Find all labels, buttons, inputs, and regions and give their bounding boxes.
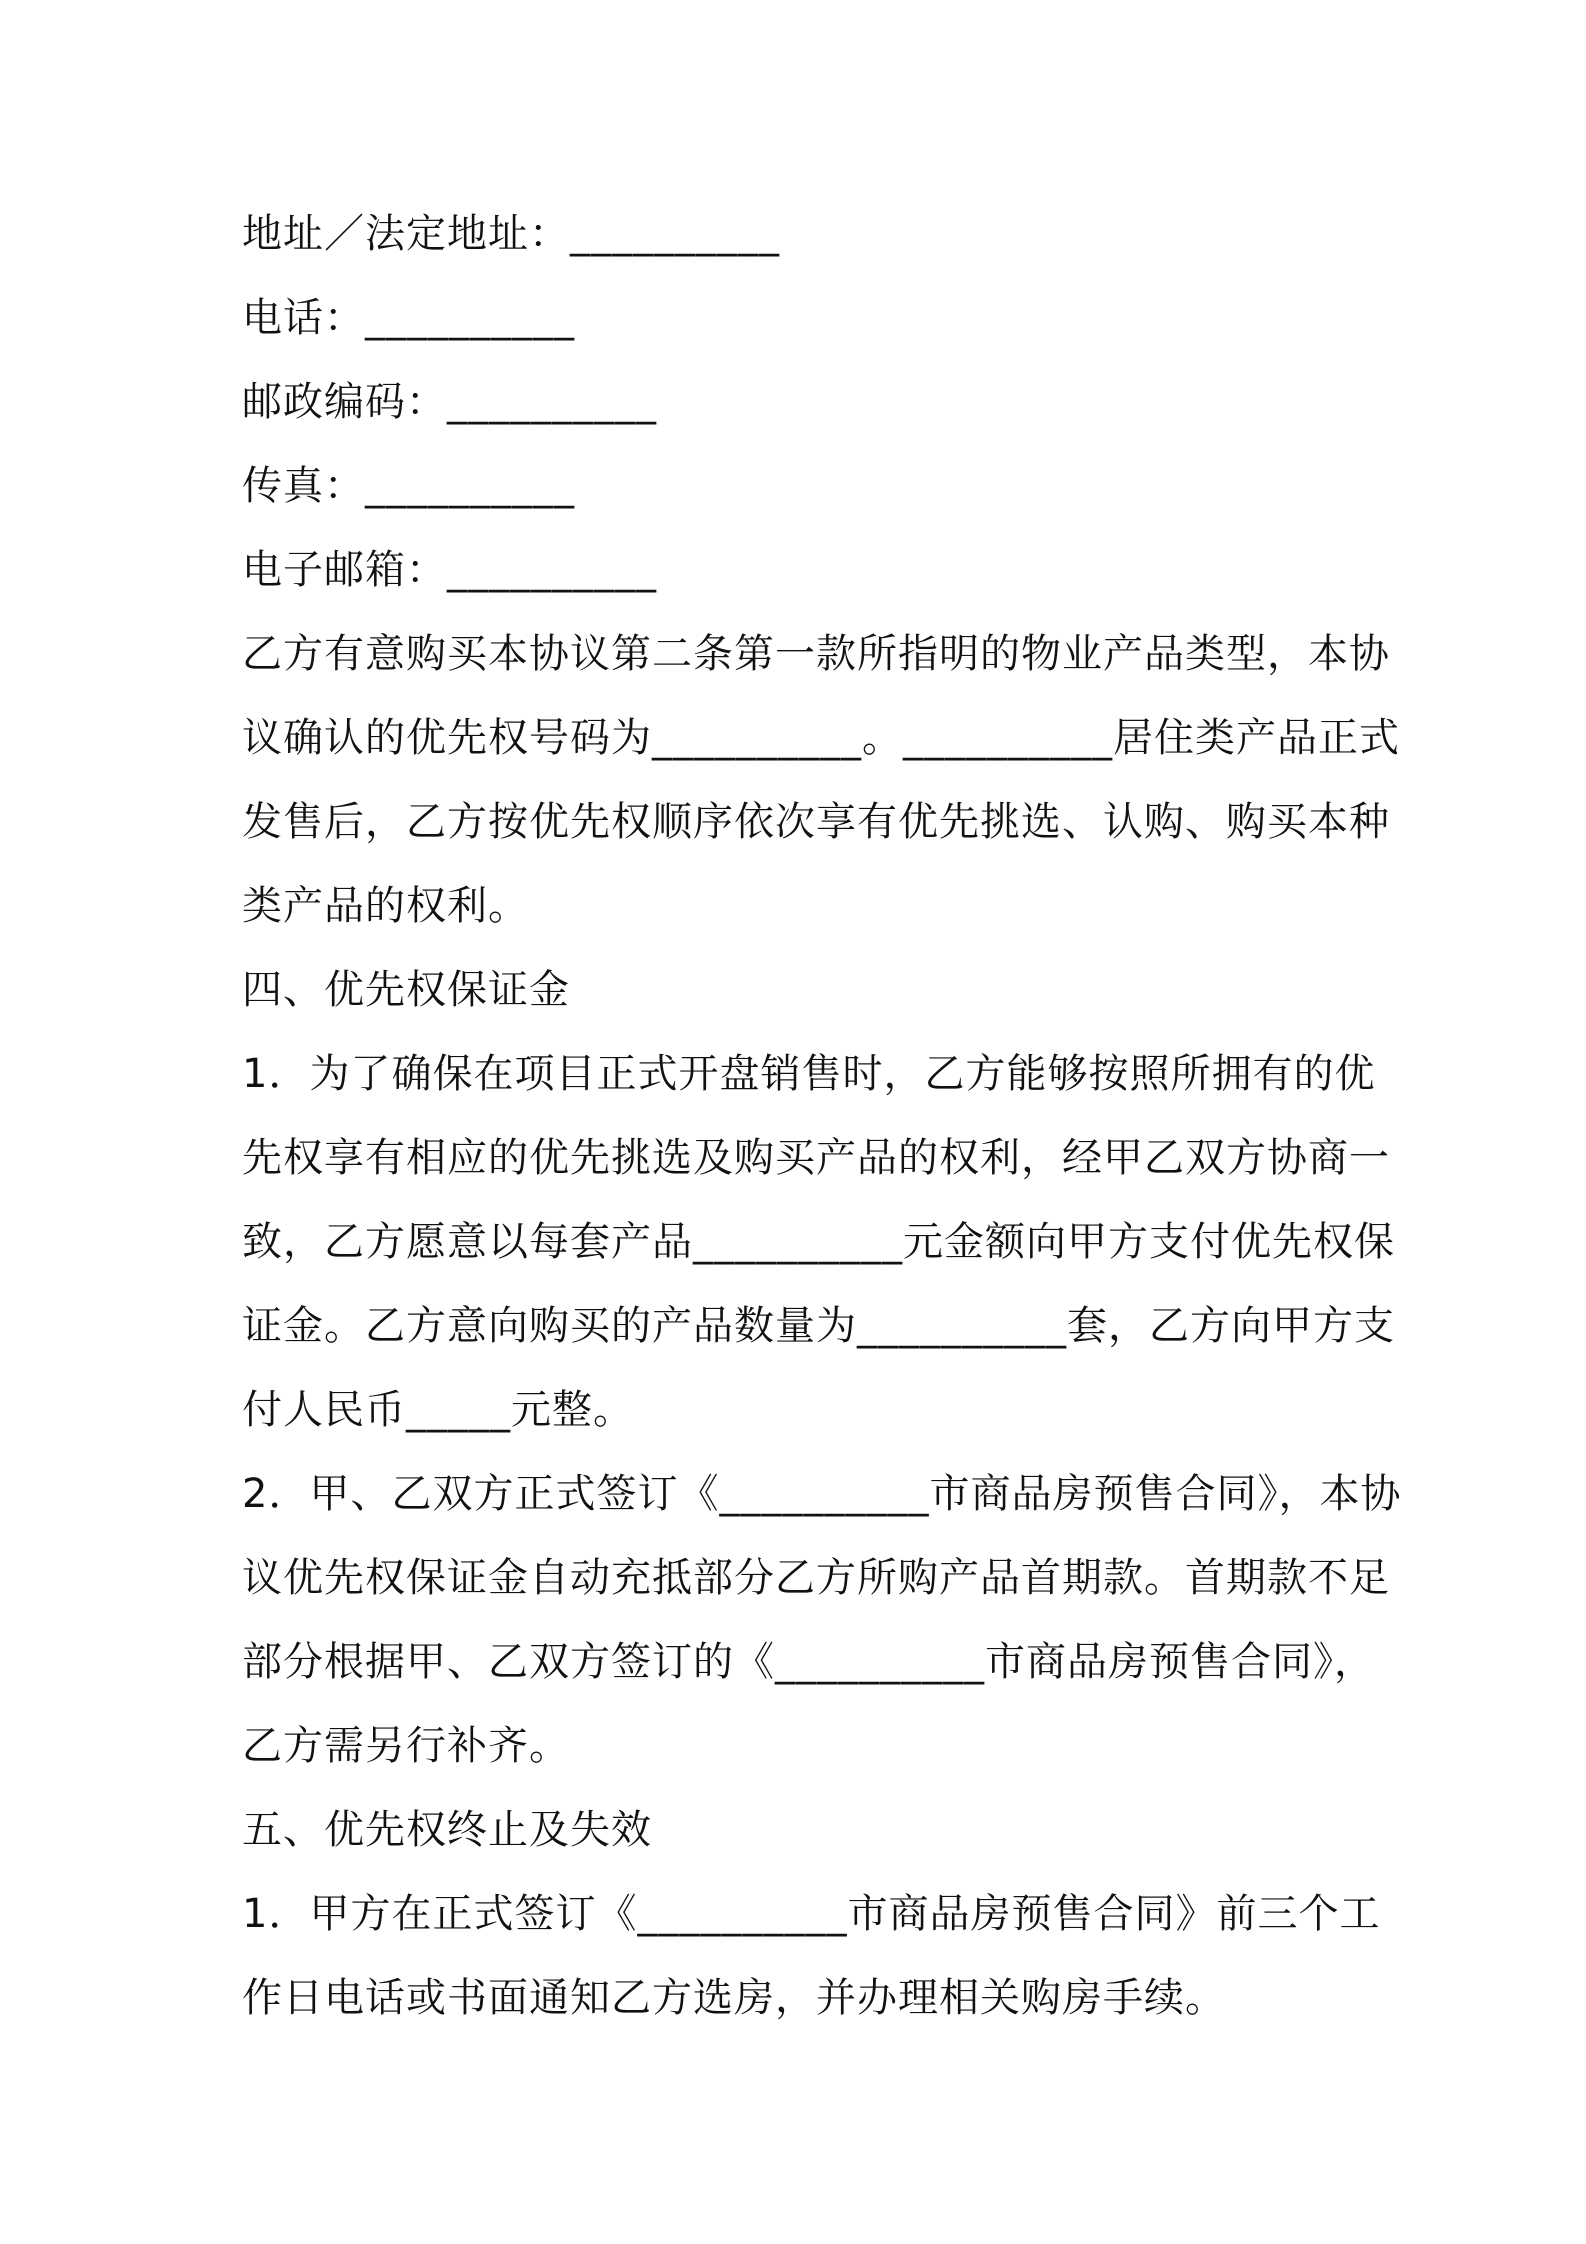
paragraph-line: 1．为了确保在项目正式开盘销售时，乙方能够按照所拥有的优: [242, 1051, 1376, 1097]
field-phone: 电话：__________: [242, 295, 575, 341]
paragraph-line: 乙方有意购买本协议第二条第一款所指明的物业产品类型，本协: [242, 631, 1390, 677]
paragraph-line: 议确认的优先权号码为__________。__________居住类产品正式: [242, 715, 1400, 761]
paragraph-line: 2．甲、乙双方正式签订《__________市商品房预售合同》，本协: [242, 1471, 1402, 1517]
paragraph-line: 作日电话或书面通知乙方选房，并办理相关购房手续。: [242, 1975, 1226, 2021]
section-heading-5: 五、优先权终止及失效: [242, 1807, 652, 1853]
paragraph-line: 付人民币_____元整。: [242, 1387, 634, 1433]
paragraph-line: 致，乙方愿意以每套产品__________元金额向甲方支付优先权保: [242, 1219, 1395, 1265]
paragraph-line: 乙方需另行补齐。: [242, 1723, 570, 1769]
field-address: 地址／法定地址：__________: [242, 211, 780, 257]
paragraph-line: 1．甲方在正式签订《__________市商品房预售合同》前三个工: [242, 1891, 1381, 1937]
paragraph-line: 证金。乙方意向购买的产品数量为__________套，乙方向甲方支: [242, 1303, 1395, 1349]
paragraph-line: 发售后，乙方按优先权顺序依次享有优先挑选、认购、购买本种: [242, 799, 1390, 845]
paragraph-line: 部分根据甲、乙双方签订的《__________市商品房预售合同》，: [242, 1639, 1375, 1685]
paragraph-line: 议优先权保证金自动充抵部分乙方所购产品首期款。首期款不足: [242, 1555, 1390, 1601]
paragraph-line: 类产品的权利。: [242, 883, 529, 929]
section-heading-4: 四、优先权保证金: [242, 967, 570, 1013]
field-email: 电子邮箱：__________: [242, 547, 657, 593]
document-body: [242, 192, 1402, 2040]
paragraph-line: 先权享有相应的优先挑选及购买产品的权利，经甲乙双方协商一: [242, 1135, 1390, 1181]
field-fax: 传真：__________: [242, 463, 575, 509]
field-postcode: 邮政编码：__________: [242, 379, 657, 425]
